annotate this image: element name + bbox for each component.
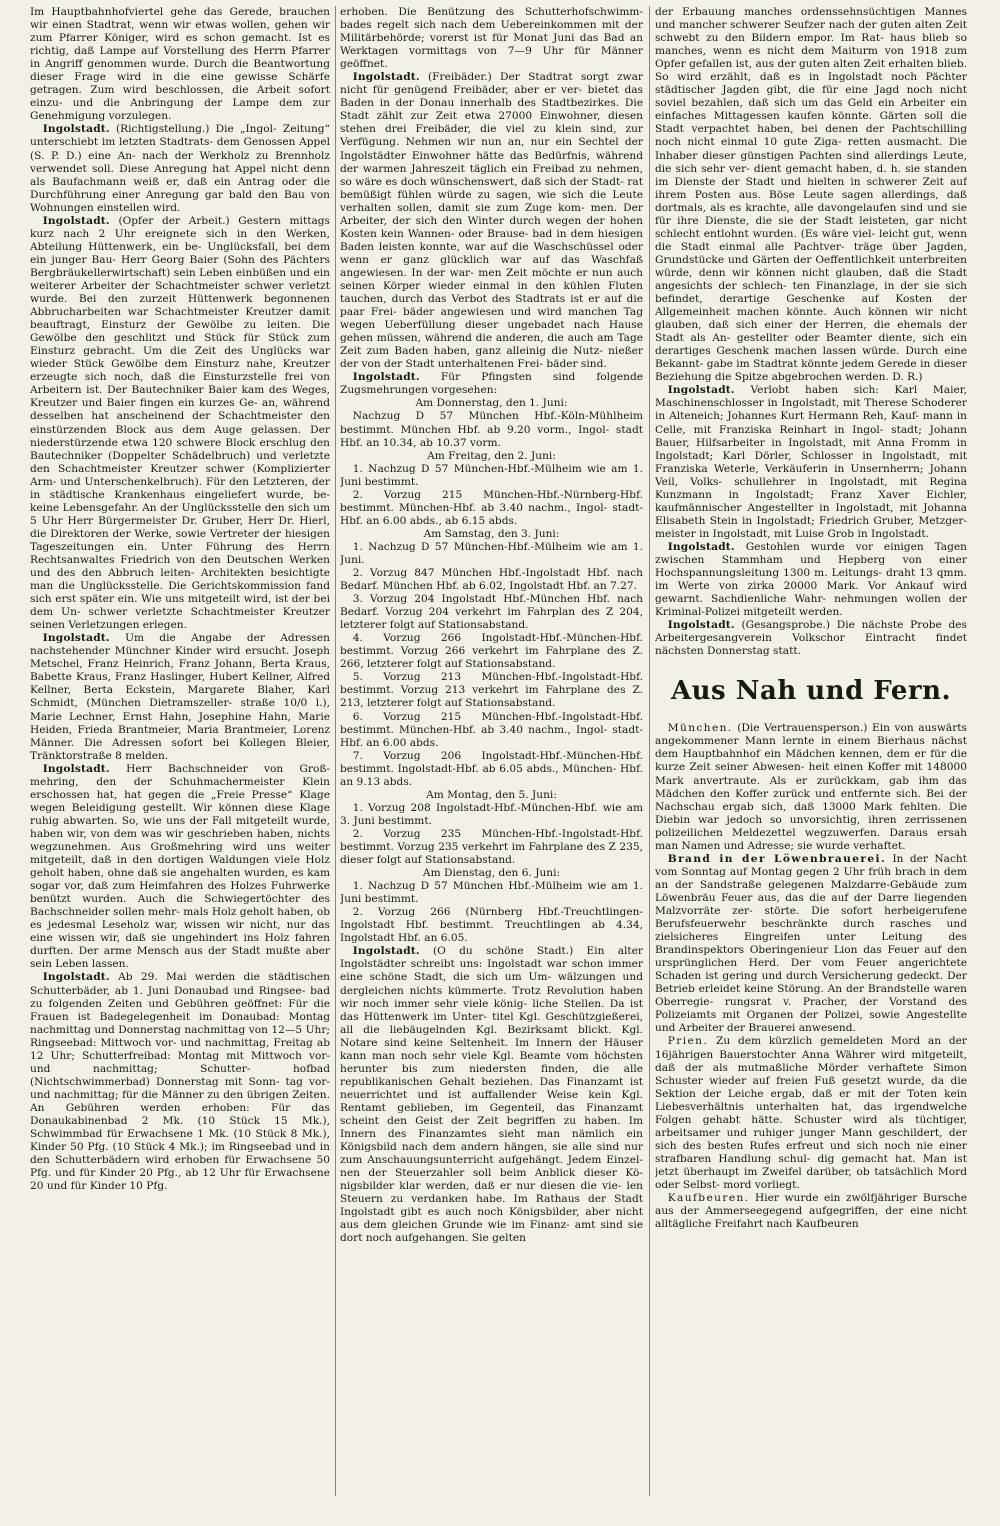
train-entry: 2. Vorzug 847 München Hbf.-Ingolstadt Hbf. nach Bedarf. München Hbf. ab 6.02, Ingolstadt Hbf. an 7.27. (340, 567, 643, 593)
article-headline: Ingolstadt. (667, 384, 735, 397)
article-subtitle: (Die Vertrauensperson.) (737, 722, 868, 735)
schedule-date: Am Dienstag, den 6. Juni: (422, 867, 561, 880)
article-headline: Ingolstadt. (42, 214, 110, 227)
article-text: Gestohlen wurde vor einigen Tagen zwischen Stammham und Hepberg von einer Hochspannungsleitung 1300 m. Leitungs- draht 13 qmm. im Werte von zirka 20000 Mark. Vor Ankauf wird gewarnt. Sachdienliche Wahr- nehmungen wollen der Kriminal-Polizei mitgeteilt werden. (655, 540, 967, 619)
article-text: In der Nacht vom Sonntag auf Montag gegen 2 Uhr früh brach in dem an der Sandstraße gelegenen Malzdarre-Gebäude zum Löwenbräu Feuer aus, das die auf der Darre liegenden Malzvorräte zer- störte. Die sofort herbeigerufene Berufsfeuerwehr beschränkte durch rasches und zielsicheres Eingreifen unter Leitung des Brandinspektors Oberingenieur Lion das Feuer auf den ursprünglichen Herd. Der vom Feuer angerichtete Schaden ist gering und durch Versicherung gedeckt. Der Betrieb erleidet keine Störung. An der Brandstelle waren Oberregie- rungsrat v. Pracher, der Vorstand des Polizeiamts mit Organen der Polizei, sowie Angestellte und Arbeiter der Brauerei anwesend. (655, 852, 967, 1035)
article-headline: Prien. (667, 1035, 709, 1048)
article-text: Der Stadtrat sorgt zwar nicht für genügend Freibäder, aber er ver- bietet das Baden in der Donau innerhalb des Stadtbezirkes. Die Stadt zählt zur Zeit etwa 27000 Einwohner, diesen stehen drei Freibäder, die viel zu klein sind, zur Verfügung. Nehmen wir nun an, nur ein Sechtel der Ingolstädter Einwohner hätte das Bedürfnis, während der warmen Jahreszeit täglich ein Freibad zu nehmen, so wäre es doch wünschenswert, daß sich der Stadt- rat bemüßigt fühlen würde zu sagen, wie sich die Leute verhalten sollen, damit sie zum Zuge kom- men. Der Arbeiter, der sich den Winter durch wegen der hohen Kosten kein Wannen- oder Brause- bad in dem hiesigen Baden leisten konnte, war auf die Waschschüssel oder wenn er ganz glücklich war auf das Waschfaß angewiesen. In der war- men Zeit möchte er nun auch seinen Körper wieder einmal in den kühlen Fluten tauchen, durch das Verbot des Stadtrats ist er auf die paar Frei- bäder angewiesen und wird manchen Tag wegen Ueberfüllung dieser ungebadet nach Hause gehen müssen, während die anderen, die auch am Tage Zeit zum Baden haben, ganz alleinig die Nutz- nießer der von der Stadt unterhaltenen Frei- bäder sind. (340, 71, 643, 371)
article-paragraph (655, 541, 967, 619)
article-subtitle: (Freibäder.) (428, 71, 492, 84)
article-subtitle: (Gesangsprobe.) (741, 619, 830, 632)
column-rule (649, 6, 650, 1496)
article-text: Verlobt haben sich: Karl Maier, Maschinenschlosser in Ingolstadt, mit Therese Schoderer in Alteneich; Johannes Kurt Hermann Reh, Kauf- mann in Celle, mit Franziska Reinhart in Ingol- stadt; Johann Bauer, Hilfsarbeiter in Ingolstadt, mit Anna Fromm in Ingolstadt; Karl Dörler, Schlosser in Ingolstadt, mit Franziska Weterle, Verkäuferin in Unsernherrn; Johann Veil, Volks- schullehrer in Ingolstadt, mit Regina Kunzmann in Ingolstadt; Franz Xaver Eichler, kaufmännischer Angestellter in Ingolstadt, mit Johanna Elisabeth Stein in Ingolstadt; Friedrich Gruber, Metzger- meister in Ingolstadt, mit Luise Grob in Ingolstadt. (655, 384, 967, 540)
train-entry: 6. Vorzug 215 München-Hbf.-Ingolstadt-Hbf. bestimmt. München-Hbf. ab 3.40 nachm., Ingol- stadt-Hbf. an 6.00 abds. (340, 710, 643, 749)
article-text: Ein von auswärts angekommener Mann lernte in einem Bierhaus nächst dem Hauptbahnhof ein Mädchen kennen, dem er für die kurze Zeit seiner Abwesen- heit einen Koffer mit 148000 Mark anvertraute. Als er zurückkam, gab ihm das Mädchen den Koffer zurück und entfernte sich. Bei der Nachschau ergab sich, daß 13000 Mark fehlten. Die Diebin war jedoch so unvorsichtig, ihren zerrissenen polizeilichen Meldezettel wegzuwerfen. Daraus ersah man Namen und Adresse; sie wurde verhaftet. (655, 722, 967, 852)
article-text: Zu dem kürzlich gemeldeten Mord an der 16jährigen Bauerstochter Anna Währer wird mitgeteilt, daß der als mutmaßliche Mörder verhaftete Simon Schuster wieder auf freien Fuß gesetzt wurde, da die Sektion der Leiche ergab, daß er mit der Toten kein Liebesverhältnis unterhalten hat, das irgendwelche Folgen gehabt hätte. Schuster wird als tüchtiger, arbeitsamer und ruhiger junger Mann geschildert, der sich des besten Rufes erfreut und sich noch nie einer strafbaren Handlung schul- dig gemacht hat. Man ist jetzt überhaupt im Zweifel darüber, ob tatsächlich Mord oder Selbst- mord vorliegt. (655, 1035, 967, 1191)
train-entry: 7. Vorzug 206 Ingolstadt-Hbf.-München-Hbf. bestimmt. Ingolstadt-Hbf. ab 6.05 abds., München- Hbf. an 9.13 abds. (340, 749, 643, 788)
column-3 (655, 6, 967, 1512)
article-headline: München. (667, 722, 733, 735)
article-subtitle: (Richtigstellung.) (116, 123, 210, 136)
article-text: Die nächste Probe des Arbeitergesangverein Volkschor Eintracht findet nächsten Donnerstag statt. (655, 619, 967, 658)
article-paragraph (30, 6, 330, 123)
article-paragraph (340, 945, 643, 1245)
article-headline: Ingolstadt. (42, 762, 110, 775)
article-headline: Ingolstadt. (42, 632, 110, 645)
schedule-date: Am Montag, den 5. Juni: (426, 788, 557, 801)
article-paragraph (655, 1192, 967, 1231)
schedule-date: Am Samstag, den 3. Juni: (423, 527, 560, 540)
article-subtitle: (O du schöne Stadt.) (433, 945, 574, 958)
article-headline: Brand in der Löwenbrauerei. (667, 852, 887, 865)
article-headline: Ingolstadt. (42, 123, 110, 136)
train-entry: 2. Vorzug 215 München-Hbf.-Nürnberg-Hbf. bestimmt. München-Hbf. ab 3.40 nachm., Ingol- stadt-Hbf. an 6.00 abds., ab 6.15 abds. (340, 488, 643, 527)
article-text: Im Hauptbahnhofviertel gehe das Gerede, brauchen wir einen Stadtrat, wenn wir etwas wollen, gehen wir zum Pfarrer Königer, wird es schon gemacht. Ist es richtig, daß Lampe auf Vorstellung des Herrn Pfarrer in Angriff genommen wurde. Durch die Beantwortung dieser Frage wird in die eine gewisse Schärfe getragen. Zum wird beschlossen, die Arbeit sofort einzu- und die Anbringung der Lampe dem zur Genehmigung vorzulegen. (30, 6, 330, 123)
article-text: Herr Bachschneider von Groß- mehring, den der Schuhmachermeister Klein erschossen hat, hat gegen die „Freie Presse“ Klage wegen Beleidigung gestellt. Wir können diese Klage ruhig abwarten. So, wie uns der Fall mitgeteilt wurde, haben wir, von dem was wir geschrieben haben, nichts wegzunehmen. Aus Großmehring wird uns weiter mitgeteilt, daß in den dortigen Waldungen viele Holz geholt haben, ohne daß sie angehalten wurden, es kam sogar vor, daß zum Heimfahren des Holzes Fuhrwerke benützt wurden. Auch die Schwiegertöchter des Bachschneider sollen mehr- mals Holz geholt haben, ob es jedesmal Leseholz war, wissen wir nicht, nur das eine wissen wir, daß sie ungehindert ins Holz fahren durften. Der arme Mensch aus der Stadt mußte aber sein Leben lassen. (30, 762, 330, 971)
article-paragraph (340, 71, 643, 371)
article-paragraph (340, 371, 643, 397)
article-paragraph (655, 384, 967, 541)
train-entry: 1. Nachzug D 57 München Hbf.-Mülheim wie am 1. Juni bestimmt. (340, 880, 643, 906)
train-entry: Nachzug D 57 München Hbf.-Köln-Mühlheim bestimmt. München Hbf. ab 9.20 vorm., Ingol- stadt Hbf. an 10.34, ab 10.37 vorm. (340, 410, 643, 449)
column-1 (30, 6, 330, 1512)
article-text: Um die Angabe der Adressen nachstehender Münchner Kinder wird ersucht. Joseph Metschel, Franz Heinrich, Franz Johann, Berta Kraus, Babette Kraus, Franz Haslinger, Hubert Kellner, Alfred Kellner, Berta Eckstein, Margarete Blaher, Karl Schmidt, (München Dietramszeller- straße 10/0 l.), Marie Lechner, Ernst Hahn, Josephine Hahn, Marie Heiden, Frieda Brantmeier, Maria Brantmeier, Lorenz Männer. Die Adressen sofort bei Kollegen Bleier, Tränktorstraße 8 melden. (30, 632, 330, 762)
article-text: Hier wurde ein zwölfjähriger Bursche aus der Ammerseegegend aufgegriffen, der eine nicht alltägliche Freifahrt nach Kaufbeuren (655, 1192, 967, 1231)
article-headline: Ingolstadt. (352, 71, 420, 84)
train-entry: 3. Vorzug 204 Ingolstadt Hbf.-München Hbf. nach Bedarf. Vorzug 204 verkehrt im Fahrplan des Z 204, letzterer folgt auf Stationsabstand. (340, 593, 643, 632)
article-text: erhoben. Die Benützung des Schutterhofschwimm- bades regelt sich nach dem Uebereinkommen mit der Militärbehörde; vorerst ist für Monat Juni das Bad an Werktagen vormittags von 7—9 Uhr für Männer geöffnet. (340, 6, 643, 71)
article-text: Gestern mittags kurz nach 2 Uhr ereignete sich in den Werken, Abteilung Hüttenwerk, ein be- Unglücksfall, bei dem ein junger Bau- Herr Georg Baier (Sohn des Pächters Bergbräukellerwirtschaft) sein Leben einbüßen und ein weiterer Arbeiter der Schachtmeister schwer verletzt wurde. Bei den zurzeit Hüttenwerk begonnenen Abbrucharbeiten war Schachtmeister Kreutzer damit beauftragt, Einsturz der Gewölbe zu leiten. Die Gewölbe den geschlitzt und Stück für Stück zum Einsturz gebracht. Um die Zeit des Unglücks war wieder Stück Gewölbe dem Einsturz nahe, Kreutzer erzeugte sich noch, daß die Einsturzstelle frei von Arbeitern ist. Der Bautechniker Baier kam des Weges, Kreutzer und Baier fingen ein kurzes Ge- an, während desselben hat anscheinend der Schachtmeister den einstürzenden Block aus dem Auge gelassen. Der niederstürzende etwa 120 schwere Block erschlug den Bautechniker (Doppelter Schädelbruch) und verletzte den Schachtmeister Kreutzer schwer (Komplizierter Arm- und Unterschenkelbruch). Für den Letzteren, der in städtische Krankenhaus eingeliefert wurde, be- keine Lebensgefahr. An der Unglücksstelle den sich um 5 Uhr Herr Bürgermeister Dr. Gruber, Herr Dr. Hierl, die Direktoren der Werke, sowie Vertreter der hiesigen Tageszeitungen ein. Unter Führung des Herrn Rechtsanwaltes Friedrich von den Deutschen Werken und des den Abbruch leiten- Architekten besichtigte man die Unglücksstelle. Die Gerichtskommission fand sich erst später ein. Wie uns mitgeteilt wird, ist der bei dem Un- schwer verletzte Schachtmeister Kreutzer seinen Verletzungen erlegen. (30, 214, 330, 632)
schedule-date: Am Freitag, den 2. Juni: (427, 449, 556, 462)
article-headline: Ingolstadt. (352, 371, 420, 384)
train-entry: 1. Vorzug 208 Ingolstadt-Hbf.-München-Hbf. wie am 3. Juni bestimmt. (340, 801, 643, 827)
train-entry: 2. Vorzug 235 München-Hbf.-Ingolstadt-Hbf. bestimmt. Vorzug 235 verkehrt im Fahrplane des Z 235, dieser folgt auf Stationsabstand. (340, 827, 643, 867)
article-paragraph (655, 722, 967, 852)
train-entry: 1. Nachzug D 57 München-Hbf.-Mülheim wie am 1. Juni. (340, 540, 643, 566)
article-paragraph (30, 632, 330, 762)
article-paragraph (655, 619, 967, 658)
article-paragraph (30, 215, 330, 633)
article-text: Ein alter Ingolstädter schreibt uns: Ingolstadt war schon immer eine schöne Stadt, die sich um Um- wälzungen und dergleichen nichts kümmerte. Trotz Revolution haben wir noch immer sehr viele könig- liche Stellen. Da ist das Hüttenwerk im Unter- titel Kgl. Geschützgießerei, all die liebäugelnden Kgl. Bezirksamt blickt. Kgl. Notare sind keine Seltenheit. Im Innern der Häuser kann man noch sehr viele Kgl. Beamte vom höchsten herunter bis zum niedersten finden, die alle republikanischen Gehalt beziehen. Das Finanzamt ist neuerrichtet und ist auffallender Weise kein Kgl. Rentamt geblieben, im Gegenteil, das Finanzamt scheint den Geist der Zeit begriffen zu haben. Im Innern des Finanzamtes sieht man nämlich ein Königsbild nach dem andern hängen, sie alle sind nur zum Anschauungsunterricht aufgehängt. Jedem Einzel- nen der Steuerzahler soll beim Anblick dieser Kö- nigsbilder klar werden, daß er nur diesen die vie- len Steuern zu verdanken habe. Im Rathaus der Stadt Ingolstadt gibt es auch noch Königsbilder, aber nicht aus dem gleichen Grunde wie im Finanz- amt sind sie dort noch aufgehangen. Sie gelten (340, 945, 643, 1245)
train-entry: 5. Vorzug 213 München-Hbf.-Ingolstadt-Hbf. bestimmt. Vorzug 213 verkehrt im Fahrplane des Z. 213, letzterer folgt auf Stationsabstand. (340, 671, 643, 710)
article-text: Die „Ingol- Zeitung“ unterschiebt im letzten Stadtrats- dem Genossen Appel (S. P. D.) eine An- nach der Werkholz zu Brennholz verwendet soll. Diese Anregung hat Appel nicht denn als Baufachmann weiß er, daß ein Antrag oder die Durchführung einer Anregung gar bald den Bau von Wohnungen einstellen wird. (30, 123, 330, 214)
train-entry: 1. Nachzug D 57 München-Hbf.-Mülheim wie am 1. Juni bestimmt. (340, 462, 643, 488)
article-paragraph (30, 971, 330, 1193)
article-paragraph (340, 6, 643, 71)
article-paragraph (655, 853, 967, 1036)
article-headline: Ingolstadt. (42, 971, 110, 984)
article-paragraph (30, 763, 330, 972)
article-text: Ab 29. Mai werden die städtischen Schutterbäder, ab 1. Juni Donaubad und Ringsee- bad zu folgenden Zeiten und Gebühren geöffnet: Für die Frauen ist Badegelegenheit im Donaubad: Montag nachmittag und Donnerstag nachmittag von 12—5 Uhr; Ringseebad: Mittwoch vor- und nachmittag, Freitag ab 12 Uhr; Schutterfreibad: Montag mit Mittwoch vor- und nachmittag; Schutter- hofbad (Nichtschwimmerbad) Donnerstag mit Sonn- tag vor- und nachmittag; für die Männer zu den übrigen Zeiten. An Gebühren werden erhoben: Für das Donaukabinenbad 2 Mk. (10 Stück 15 Mk.), Schwimmbad für Erwachsene 1 Mk. (10 Stück 8 Mk.), Kinder 50 Pfg. (10 Stück 4 Mk.); im Ringseebad und in den Schutterbädern wird erhoben für Erwachsene 50 Pfg. und für Kinder 20 Pfg., ab 12 Uhr für Erwachsene 20 und für Kinder 10 Pfg. (30, 971, 330, 1193)
article-paragraph (655, 1035, 967, 1192)
train-entry: 4. Vorzug 266 Ingolstadt-Hbf.-München-Hbf. bestimmt. Vorzug 266 verkehrt im Fahrplane des Z. 266, letzterer folgt auf Stationsabstand. (340, 632, 643, 671)
article-headline: Ingolstadt. (667, 540, 735, 553)
section-heading: Aus Nah und Fern. (670, 676, 952, 707)
article-text: der Erbauung manches ordenssehnsüchtigen Mannes und mancher schwerer Seufzer nach der guten alten Zeit schwebt zu den Bildern empor. Im Rat- haus blieb so manches, wenn es nicht dem Maiturm von 1918 zum Opfer gefallen ist, aus der guten alten Zeit erhalten blieb. So wird erzählt, daß es in Ingolstadt noch Pächter städtischer Jagden gibt, die für eine Jagd noch nicht soviel bezahlen, daß sich um das Geld ein Arbeiter ein einfaches Mittagessen kaufen könnte. Gärten soll die Stadt verpachtet haben, bei denen der Pachtschilling noch nicht einmal 10 gute Ziga- retten ausmacht. Die Inhaber dieser günstigen Pachten sind allerdings Leute, die sich sehr ver- dient gemacht haben, d. h. sie standen im Dienste der Stadt und hielten in schwerer Zeit auf ihrem Posten aus. Böse Leute sagen allerdings, daß dortmals, als es krachte, alle davongelaufen sind und sie für ihre Dienste, die sie der Stadt leisteten, gar nicht schlecht entlohnt wurden. (Es wäre viel- leicht gut, wenn die Stadt einmal alle Pachtver- träge über Jagden, Grundstücke und Gärten der Oeffentlichkeit unterbreiten würde, denn wir können nicht glauben, daß die Stadt angesichts der schlech- ten Finanzlage, in der sie sich befindet, derartige Geschenke auf Kosten der Allgemeinheit machen könnte. Auch können wir nicht glauben, daß sich einer der Herren, die ehemals der Stadt als An- gestellter oder Beamter diente, sich ein derartiges Geschenk machen lassen würde. Durch eine Bekannt- gabe im Stadtrat könnte jedem Gerede in dieser Beziehung die Spitze abgebrochen werden. D. R.) (655, 6, 967, 384)
article-headline: Ingolstadt. (352, 945, 420, 958)
schedule-date: Am Donnerstag, den 1. Juni: (415, 397, 568, 410)
column-2 (340, 6, 643, 1512)
column-rule (335, 6, 336, 1496)
article-paragraph (30, 123, 330, 214)
article-text: Für Pfingsten sind folgende Zugsmehrungen vorgesehen: (340, 371, 643, 397)
article-paragraph (655, 6, 967, 384)
article-subtitle: (Opfer der Arbeit.) (118, 214, 230, 227)
train-entry: 2. Vorzug 266 (Nürnberg Hbf.-Treuchtlingen- Ingolstadt Hbf. bestimmt. Treuchtlingen ab 4.34, Ingolstadt Hbf. an 6.05. (340, 906, 643, 945)
article-headline: Kaufbeuren. (667, 1192, 750, 1205)
article-headline: Ingolstadt. (667, 619, 735, 632)
